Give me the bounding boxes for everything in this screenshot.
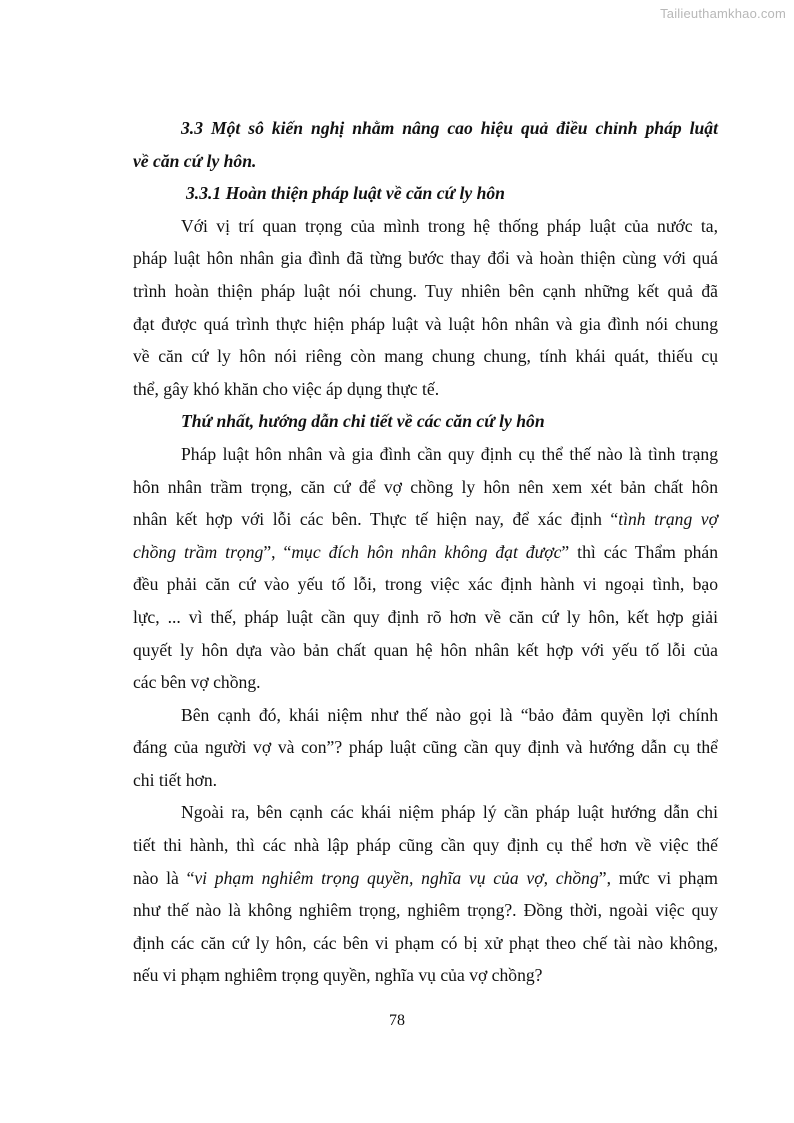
paragraph-line: đều phải căn cứ vào yếu tố lỗi, trong việc xác định hành vi ngoại tình, bạo	[133, 574, 718, 595]
text-run: ”, “	[263, 541, 292, 562]
paragraph-line: hôn nhân trầm trọng, căn cứ để vợ chồng ly hôn nên xem xét bản chất hôn	[133, 476, 718, 497]
paragraph-line: thể, gây khó khăn cho việc áp dụng thực tế.	[133, 378, 440, 399]
paragraph-2	[133, 438, 718, 699]
watermark: Tailieuthamkhao.com	[660, 6, 786, 21]
section-heading-3-3-line2: về căn cứ ly hôn.	[133, 150, 257, 171]
paragraph-line: Bên cạnh đó, khái niệm như thế nào gọi là “bảo đảm quyền lợi chính	[181, 704, 718, 725]
paragraph-1	[133, 210, 718, 406]
paragraph-line: quyết ly hôn dựa vào bản chất quan hệ hôn nhân kết hợp với yếu tố lỗi của	[133, 639, 718, 660]
paragraph-line: Với vị trí quan trọng của mình trong hệ thống pháp luật của nước ta,	[181, 215, 718, 236]
paragraph-3	[133, 699, 718, 797]
section-heading-3-3-line1: 3.3 Một sô kiến nghị nhằm nâng cao hiệu quả điều chỉnh pháp luật	[181, 118, 718, 138]
paragraph-line: tiết thi hành, thì các nhà lập pháp cũng cần quy định cụ thể hơn về việc thế	[133, 835, 718, 856]
italic-quote: vi phạm nghiêm trọng quyền, nghĩa vụ của vợ, chồng	[194, 867, 599, 888]
paragraph-line	[133, 503, 718, 536]
italic-quote: tình trạng vợ	[618, 509, 718, 530]
text-run: ” thì các Thẩm phán	[561, 541, 719, 562]
paragraph-4	[133, 796, 718, 992]
paragraph-line: các bên vợ chồng.	[133, 672, 261, 693]
paragraph-line: nếu vi phạm nghiêm trọng quyền, nghĩa vụ của vợ chồng?	[133, 965, 543, 986]
paragraph-line	[133, 536, 718, 569]
italic-quote: mục đích hôn nhân không đạt được	[291, 541, 562, 562]
paragraph-line: như thế nào là không nghiêm trọng, nghiêm trọng?. Đồng thời, ngoài việc quy	[133, 900, 718, 921]
paragraph-line: đạt được quá trình thực hiện pháp luật và luật hôn nhân và gia đình nói chung	[133, 313, 718, 334]
italic-quote: chồng trầm trọng	[133, 541, 264, 562]
page-number: 78	[389, 1012, 405, 1029]
paragraph-line: định các căn cứ ly hôn, các bên vi phạm có bị xử phạt theo chế tài nào không,	[133, 932, 718, 953]
text-run: ”, mức vi phạm	[598, 867, 718, 888]
document-body	[133, 112, 718, 992]
paragraph-line: về căn cứ ly hôn nói riêng còn mang chung chung, tính khái quát, thiếu cụ	[133, 346, 718, 367]
text-run: nào là “	[133, 867, 195, 888]
paragraph-line	[133, 862, 718, 895]
paragraph-line: lực, ... vì thế, pháp luật cần quy định rõ hơn về căn cứ ly hôn, kết hợp giải	[133, 606, 718, 627]
text-run: nhân kết hợp với lỗi các bên. Thực tế hiện nay, để xác định “	[133, 509, 619, 530]
subheading-first: Thứ nhất, hướng dẫn chi tiết về các căn cứ ly hôn	[181, 411, 545, 432]
paragraph-line: trình hoàn thiện pháp luật nói chung. Tuy nhiên bên cạnh những kết quả đã	[133, 280, 718, 301]
paragraph-line: pháp luật hôn nhân gia đình đã từng bước thay đổi và hoàn thiện cùng với quá	[133, 248, 718, 269]
paragraph-line: đáng của người vợ và con”? pháp luật cũng cần quy định và hướng dẫn cụ thể	[133, 737, 718, 758]
paragraph-line: chi tiết hơn.	[133, 769, 218, 790]
section-heading-3-3-1: 3.3.1 Hoàn thiện pháp luật về căn cứ ly hôn	[186, 183, 505, 204]
paragraph-line: Ngoài ra, bên cạnh các khái niệm pháp lý cần pháp luật hướng dẫn chi	[181, 802, 718, 823]
paragraph-line: Pháp luật hôn nhân và gia đình cần quy định cụ thể thế nào là tình trạng	[181, 443, 718, 464]
